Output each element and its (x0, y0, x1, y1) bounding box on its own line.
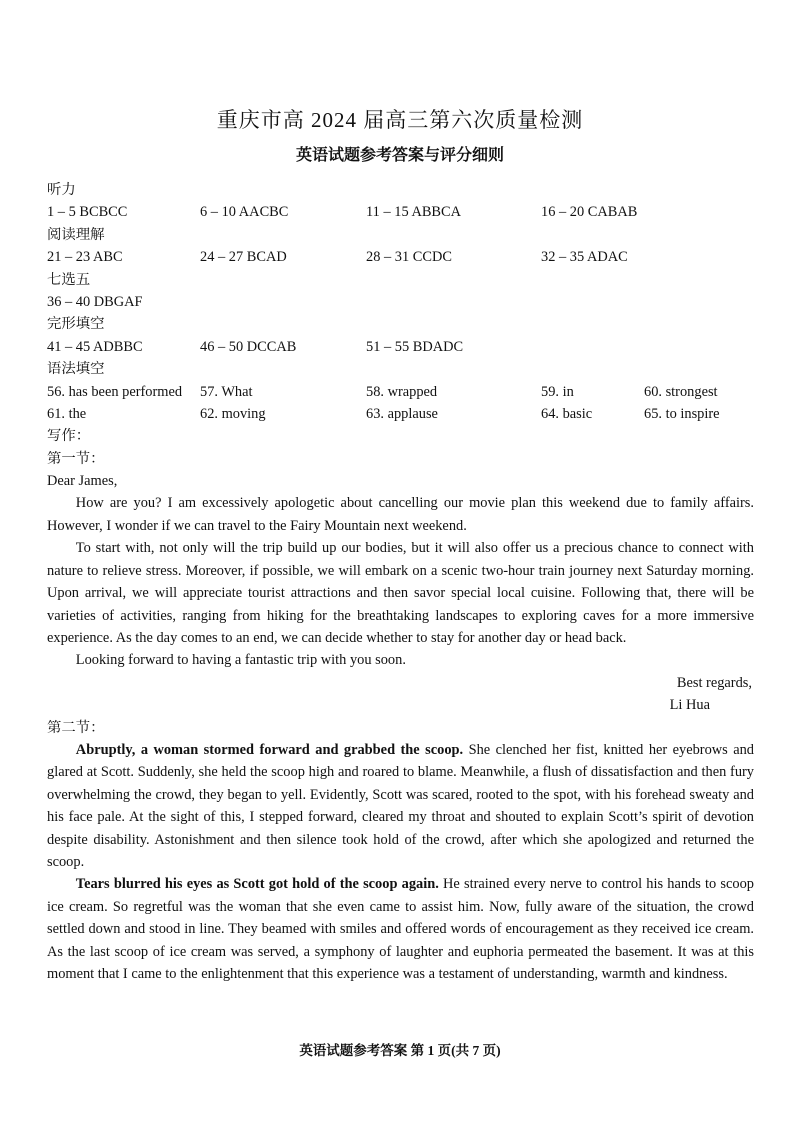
page-footer: 英语试题参考答案 第 1 页(共 7 页) (299, 1043, 501, 1058)
answer-row-listening (47, 201, 754, 223)
answer-group: 21 – 23 ABC (47, 249, 123, 266)
answer-row-grammar-1 (47, 381, 754, 403)
answer-group: 1 – 5 BCBCC (47, 204, 128, 221)
answer-group: 28 – 31 CCDC (366, 249, 452, 266)
section-label-grammar: 语法填空 (47, 361, 105, 378)
letter-paragraph: How are you? I am excessively apologetic about cancelling our movie plan this weekend due to family affairs. However, I wonder if we can travel to the Fairy Mountain next weekend. (47, 495, 754, 534)
answer-group: 11 – 15 ABBCA (366, 204, 462, 221)
story-body: He strained every nerve to control his hands to scoop ice cream. So regretful was the woman that she even came to assist him. Now, fully aware of the situation, the crowd settled down and stood in line. They beamed with smiles and offered words of encouragement as they received ice cream. As the last scoop of ice cream was served, a symphony of laughter and euphoria permeated the basement. It was at this moment that I came to the enlightenment that this experience was a testament of understanding, warmth and kindness. (47, 876, 754, 982)
answer-group: 36 – 40 DBGAF (47, 293, 143, 310)
section-label-cloze: 完形填空 (47, 316, 105, 333)
answer-group: 46 – 50 DCCAB (200, 338, 297, 355)
section-label-reading: 阅读理解 (47, 226, 105, 243)
answer-row-reading (47, 246, 754, 268)
answer-group: 32 – 35 ADAC (541, 249, 628, 266)
story-lead-sentence: Tears blurred his eyes as Scott got hold of the scoop again. (75, 876, 439, 893)
letter-greeting: Dear James, (47, 473, 118, 490)
grammar-answer: 61. the (47, 405, 87, 422)
section-label-listening: 听力 (47, 182, 76, 198)
grammar-answer: 65. to inspire (644, 405, 720, 422)
grammar-answer: 63. applause (366, 405, 438, 422)
section-label-writing: 写作： (47, 428, 91, 445)
story-paragraph-2 (47, 873, 754, 985)
grammar-answer: 58. wrapped (366, 383, 438, 400)
grammar-answer: 62. moving (200, 405, 266, 422)
letter-signature: Li Hua (669, 697, 710, 714)
answer-row-seven-choose-five (47, 291, 754, 313)
story-body: She clenched her fist, knitted her eyebrows and glared at Scott. Suddenly, she held the scoop high and roared to blame. Meanwhile, a flush of dissatisfaction and then fury overwhelming the crowd, they began to yell. Evidently, Scott was scared, rooted to the spot, with his forehead sweaty and his face pale. At the sight of this, I stepped forward, cleared my throat and shouted to explain Scott’s spirit of devotion despite disability. Astonishment and then silence took hold of the crowd, after which she apologized and returned the scoop. (47, 741, 754, 870)
page-subtitle: 英语试题参考答案与评分细则 (295, 147, 504, 164)
answer-row-grammar-2 (47, 403, 754, 425)
grammar-answer: 57. What (200, 383, 253, 400)
writing-part1-label: 第一节： (47, 450, 105, 467)
writing-part2-label: 第二节： (47, 719, 105, 736)
grammar-answer: 56. has been performed (47, 383, 183, 400)
story-paragraph-1 (47, 739, 754, 873)
letter-paragraph: To start with, not only will the trip build up our bodies, but it will also offer us a precious chance to connect with nature to relieve stress. Moreover, if possible, we will embark on a scenic two-hour train journey next Saturday morning. Upon arrival, we will appreciate tourist attractions and then savor special local cuisine. Following that, there will be varieties of activities, ranging from hiking for the breathtaking landscapes to exploring caves for a more immersive experience. As the day comes to an end, we can decide whether to stay for another day or head back. (47, 540, 754, 646)
answer-group: 24 – 27 BCAD (200, 249, 287, 266)
answer-group: 6 – 10 AACBC (200, 204, 289, 221)
answer-row-cloze (47, 336, 754, 358)
answer-content (47, 179, 754, 985)
answer-group: 16 – 20 CABAB (541, 204, 638, 221)
page-title: 重庆市高 2024 届高三第六次质量检测 (216, 108, 584, 132)
letter-paragraph: Looking forward to having a fantastic trip with you soon. (75, 652, 406, 669)
answer-group: 41 – 45 ADBBC (47, 338, 143, 355)
grammar-answer: 60. strongest (644, 383, 718, 400)
section-label-seven-choose-five: 七选五 (47, 271, 91, 288)
letter-closing: Best regards, (676, 674, 752, 691)
grammar-answer: 59. in (541, 383, 574, 400)
answer-group: 51 – 55 BDADC (366, 338, 464, 355)
grammar-answer: 64. basic (541, 405, 593, 422)
story-lead-sentence: Abruptly, a woman stormed forward and grabbed the scoop. (75, 741, 464, 758)
